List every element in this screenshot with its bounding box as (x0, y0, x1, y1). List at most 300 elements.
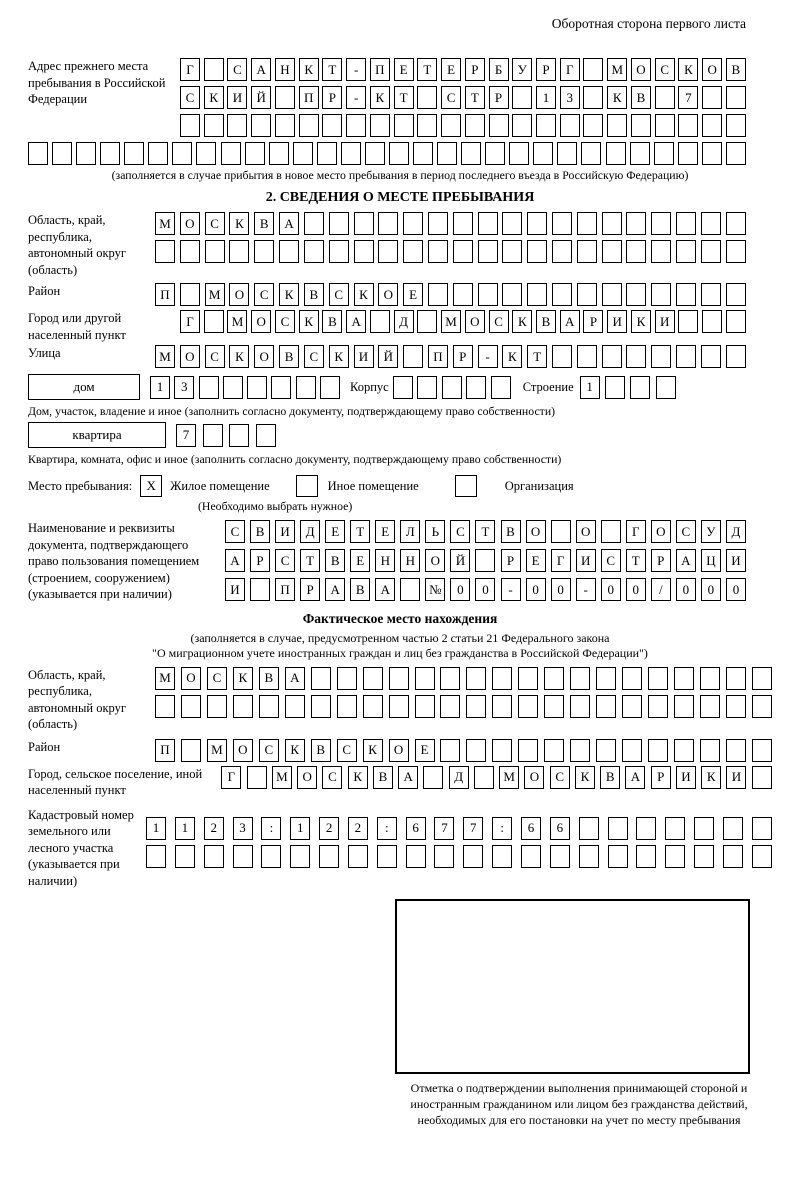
char-box[interactable]: : (261, 817, 281, 840)
char-box[interactable] (552, 345, 572, 368)
char-box[interactable]: М (607, 58, 627, 81)
char-box[interactable] (251, 114, 271, 137)
char-box[interactable]: М (155, 345, 175, 368)
char-box[interactable] (437, 142, 457, 165)
char-box[interactable]: Д (726, 520, 746, 543)
char-box[interactable]: Й (378, 345, 398, 368)
char-box[interactable] (602, 212, 622, 235)
char-box[interactable] (726, 86, 746, 109)
char-box[interactable] (428, 283, 448, 306)
char-box[interactable] (552, 283, 572, 306)
char-box[interactable] (651, 212, 671, 235)
char-box[interactable] (207, 695, 227, 718)
char-box[interactable] (492, 739, 512, 762)
char-box[interactable]: В (325, 549, 345, 572)
char-box[interactable] (602, 345, 622, 368)
char-box[interactable]: С (601, 549, 621, 572)
char-box[interactable]: О (180, 345, 200, 368)
char-box[interactable]: С (489, 310, 509, 333)
char-box[interactable] (726, 240, 746, 263)
char-box[interactable] (726, 283, 746, 306)
char-box[interactable] (551, 520, 571, 543)
char-box[interactable] (651, 240, 671, 263)
char-box[interactable] (502, 283, 522, 306)
char-box[interactable]: Ц (701, 549, 721, 572)
char-box[interactable]: А (251, 58, 271, 81)
char-box[interactable]: В (350, 578, 370, 601)
char-box[interactable] (441, 114, 461, 137)
char-box[interactable] (76, 142, 96, 165)
char-box[interactable] (509, 142, 529, 165)
char-box[interactable] (552, 240, 572, 263)
char-box[interactable] (630, 142, 650, 165)
char-box[interactable]: В (536, 310, 556, 333)
char-box[interactable]: И (726, 766, 746, 789)
char-box[interactable]: В (304, 283, 324, 306)
char-box[interactable] (655, 86, 675, 109)
char-box[interactable] (285, 695, 305, 718)
char-box[interactable]: К (370, 86, 390, 109)
char-box[interactable] (415, 667, 435, 690)
char-box[interactable] (370, 114, 390, 137)
char-box[interactable] (502, 240, 522, 263)
char-box[interactable]: № (425, 578, 445, 601)
char-box[interactable] (702, 114, 722, 137)
char-box[interactable]: О (524, 766, 544, 789)
char-box[interactable]: К (607, 86, 627, 109)
char-box[interactable]: Р (250, 549, 270, 572)
char-box[interactable]: 3 (233, 817, 253, 840)
char-box[interactable]: 0 (475, 578, 495, 601)
char-box[interactable] (544, 667, 564, 690)
char-box[interactable] (223, 376, 243, 399)
char-box[interactable]: О (233, 739, 253, 762)
char-box[interactable] (478, 240, 498, 263)
char-box[interactable] (417, 114, 437, 137)
char-box[interactable]: Г (551, 549, 571, 572)
char-box[interactable] (601, 520, 621, 543)
char-box[interactable]: / (651, 578, 671, 601)
char-box[interactable] (393, 376, 413, 399)
char-box[interactable] (329, 212, 349, 235)
char-box[interactable] (651, 345, 671, 368)
char-box[interactable] (259, 695, 279, 718)
char-box[interactable]: К (575, 766, 595, 789)
char-box[interactable]: К (354, 283, 374, 306)
char-box[interactable] (28, 142, 48, 165)
char-box[interactable] (304, 212, 324, 235)
char-box[interactable]: Р (536, 58, 556, 81)
char-box[interactable]: Л (400, 520, 420, 543)
char-box[interactable]: 1 (290, 817, 310, 840)
char-box[interactable] (428, 240, 448, 263)
char-box[interactable] (413, 142, 433, 165)
char-box[interactable] (378, 240, 398, 263)
char-box[interactable] (518, 739, 538, 762)
char-box[interactable] (229, 424, 249, 447)
char-box[interactable] (423, 766, 443, 789)
char-box[interactable]: И (655, 310, 675, 333)
char-box[interactable] (676, 212, 696, 235)
char-box[interactable]: 1 (146, 817, 166, 840)
char-box[interactable] (346, 114, 366, 137)
char-box[interactable] (434, 845, 454, 868)
char-box[interactable] (417, 310, 437, 333)
char-box[interactable] (527, 212, 547, 235)
char-box[interactable]: Н (400, 549, 420, 572)
char-box[interactable]: А (560, 310, 580, 333)
char-box[interactable]: В (311, 739, 331, 762)
char-box[interactable]: С (275, 549, 295, 572)
char-box[interactable] (180, 114, 200, 137)
char-box[interactable]: Г (626, 520, 646, 543)
char-box[interactable]: Р (322, 86, 342, 109)
char-box[interactable]: Е (441, 58, 461, 81)
char-box[interactable] (700, 739, 720, 762)
char-box[interactable]: Н (275, 58, 295, 81)
char-box[interactable] (726, 739, 746, 762)
char-box[interactable]: О (254, 345, 274, 368)
char-box[interactable] (453, 240, 473, 263)
char-box[interactable]: П (155, 283, 175, 306)
char-box[interactable]: Д (449, 766, 469, 789)
char-box[interactable]: О (181, 667, 201, 690)
char-box[interactable]: 0 (450, 578, 470, 601)
char-box[interactable]: Д (300, 520, 320, 543)
char-box[interactable]: Г (221, 766, 241, 789)
char-box[interactable] (630, 376, 650, 399)
char-box[interactable] (329, 240, 349, 263)
char-box[interactable]: 1 (536, 86, 556, 109)
char-box[interactable] (626, 283, 646, 306)
char-box[interactable] (626, 345, 646, 368)
char-box[interactable] (337, 695, 357, 718)
char-box[interactable] (527, 240, 547, 263)
char-box[interactable] (700, 695, 720, 718)
char-box[interactable] (583, 86, 603, 109)
char-box[interactable]: 7 (678, 86, 698, 109)
char-box[interactable] (702, 310, 722, 333)
char-box[interactable] (299, 114, 319, 137)
char-box[interactable] (403, 240, 423, 263)
char-box[interactable] (403, 345, 423, 368)
char-box[interactable] (489, 114, 509, 137)
char-box[interactable]: 3 (174, 376, 194, 399)
char-box[interactable]: О (702, 58, 722, 81)
char-box[interactable] (626, 240, 646, 263)
char-box[interactable]: О (651, 520, 671, 543)
char-box[interactable] (172, 142, 192, 165)
checkbox-inoe[interactable] (296, 475, 318, 497)
char-box[interactable] (247, 766, 267, 789)
char-box[interactable] (204, 114, 224, 137)
char-box[interactable] (275, 86, 295, 109)
char-box[interactable] (544, 739, 564, 762)
char-box[interactable] (453, 212, 473, 235)
char-box[interactable] (478, 283, 498, 306)
char-box[interactable] (676, 283, 696, 306)
char-box[interactable]: Р (651, 766, 671, 789)
char-box[interactable] (492, 845, 512, 868)
char-box[interactable] (678, 114, 698, 137)
char-box[interactable]: К (363, 739, 383, 762)
char-box[interactable]: А (279, 212, 299, 235)
char-box[interactable] (365, 142, 385, 165)
char-box[interactable] (648, 695, 668, 718)
char-box[interactable]: Е (350, 549, 370, 572)
char-box[interactable] (319, 845, 339, 868)
char-box[interactable] (406, 845, 426, 868)
char-box[interactable]: С (655, 58, 675, 81)
char-box[interactable]: Е (526, 549, 546, 572)
char-box[interactable] (726, 212, 746, 235)
char-box[interactable]: О (389, 739, 409, 762)
char-box[interactable]: К (631, 310, 651, 333)
char-box[interactable] (701, 240, 721, 263)
char-box[interactable] (654, 142, 674, 165)
char-box[interactable] (701, 345, 721, 368)
char-box[interactable] (676, 345, 696, 368)
char-box[interactable]: 6 (406, 817, 426, 840)
char-box[interactable] (655, 114, 675, 137)
char-box[interactable]: К (299, 58, 319, 81)
char-box[interactable] (269, 142, 289, 165)
char-box[interactable] (442, 376, 462, 399)
char-box[interactable] (453, 283, 473, 306)
char-box[interactable] (596, 739, 616, 762)
char-box[interactable]: К (502, 345, 522, 368)
char-box[interactable] (400, 578, 420, 601)
char-box[interactable] (607, 114, 627, 137)
char-box[interactable]: С (304, 345, 324, 368)
char-box[interactable]: М (205, 283, 225, 306)
char-box[interactable] (155, 695, 175, 718)
char-box[interactable]: К (329, 345, 349, 368)
char-box[interactable] (229, 240, 249, 263)
char-box[interactable] (608, 845, 628, 868)
char-box[interactable] (723, 845, 743, 868)
char-box[interactable] (304, 240, 324, 263)
char-box[interactable] (417, 86, 437, 109)
char-box[interactable] (363, 667, 383, 690)
char-box[interactable]: К (279, 283, 299, 306)
char-box[interactable] (204, 310, 224, 333)
char-box[interactable] (518, 695, 538, 718)
char-box[interactable]: И (275, 520, 295, 543)
char-box[interactable]: П (155, 739, 175, 762)
char-box[interactable] (155, 240, 175, 263)
char-box[interactable]: В (631, 86, 651, 109)
char-box[interactable]: У (512, 58, 532, 81)
char-box[interactable]: А (325, 578, 345, 601)
char-box[interactable]: А (225, 549, 245, 572)
char-box[interactable]: А (398, 766, 418, 789)
char-box[interactable]: С (550, 766, 570, 789)
char-box[interactable]: М (441, 310, 461, 333)
char-box[interactable] (678, 310, 698, 333)
char-box[interactable] (536, 114, 556, 137)
char-box[interactable]: И (354, 345, 374, 368)
char-box[interactable] (296, 376, 316, 399)
char-box[interactable] (557, 142, 577, 165)
char-box[interactable] (227, 114, 247, 137)
char-box[interactable]: М (499, 766, 519, 789)
char-box[interactable] (199, 376, 219, 399)
char-box[interactable] (311, 667, 331, 690)
char-box[interactable]: 2 (204, 817, 224, 840)
char-box[interactable]: К (701, 766, 721, 789)
char-box[interactable] (656, 376, 676, 399)
char-box[interactable]: А (375, 578, 395, 601)
char-box[interactable] (570, 695, 590, 718)
char-box[interactable] (577, 283, 597, 306)
char-box[interactable]: М (227, 310, 247, 333)
char-box[interactable]: К (678, 58, 698, 81)
char-box[interactable]: О (465, 310, 485, 333)
char-box[interactable]: В (322, 310, 342, 333)
char-box[interactable]: 2 (348, 817, 368, 840)
char-box[interactable] (583, 58, 603, 81)
char-box[interactable] (275, 114, 295, 137)
char-box[interactable] (726, 667, 746, 690)
char-box[interactable] (474, 766, 494, 789)
char-box[interactable] (596, 667, 616, 690)
char-box[interactable] (415, 695, 435, 718)
char-box[interactable]: К (348, 766, 368, 789)
char-box[interactable] (204, 845, 224, 868)
char-box[interactable]: Р (489, 86, 509, 109)
char-box[interactable] (752, 845, 772, 868)
char-box[interactable]: Т (465, 86, 485, 109)
char-box[interactable]: С (227, 58, 247, 81)
char-box[interactable] (665, 817, 685, 840)
char-box[interactable] (245, 142, 265, 165)
char-box[interactable]: 2 (319, 817, 339, 840)
char-box[interactable]: С (259, 739, 279, 762)
char-box[interactable] (583, 114, 603, 137)
char-box[interactable] (694, 845, 714, 868)
char-box[interactable] (631, 114, 651, 137)
char-box[interactable] (702, 142, 722, 165)
char-box[interactable]: С (450, 520, 470, 543)
char-box[interactable] (651, 283, 671, 306)
char-box[interactable] (550, 845, 570, 868)
char-box[interactable]: 0 (601, 578, 621, 601)
char-box[interactable]: Е (394, 58, 414, 81)
char-box[interactable]: Т (626, 549, 646, 572)
char-box[interactable] (622, 695, 642, 718)
char-box[interactable] (701, 283, 721, 306)
char-box[interactable] (233, 695, 253, 718)
char-box[interactable] (52, 142, 72, 165)
char-box[interactable] (726, 695, 746, 718)
char-box[interactable] (466, 739, 486, 762)
char-box[interactable] (428, 212, 448, 235)
char-box[interactable]: Ь (425, 520, 445, 543)
char-box[interactable]: К (229, 212, 249, 235)
char-box[interactable] (521, 845, 541, 868)
char-box[interactable]: - (576, 578, 596, 601)
char-box[interactable]: И (607, 310, 627, 333)
char-box[interactable]: Т (350, 520, 370, 543)
char-box[interactable]: К (204, 86, 224, 109)
char-box[interactable] (752, 766, 772, 789)
char-box[interactable]: С (275, 310, 295, 333)
char-box[interactable] (491, 376, 511, 399)
char-box[interactable]: А (676, 549, 696, 572)
char-box[interactable] (579, 817, 599, 840)
char-box[interactable] (606, 142, 626, 165)
char-box[interactable] (180, 240, 200, 263)
char-box[interactable] (579, 845, 599, 868)
char-box[interactable] (602, 283, 622, 306)
char-box[interactable]: 7 (434, 817, 454, 840)
char-box[interactable]: П (275, 578, 295, 601)
char-box[interactable]: У (701, 520, 721, 543)
char-box[interactable] (533, 142, 553, 165)
char-box[interactable] (417, 376, 437, 399)
char-box[interactable]: - (346, 86, 366, 109)
char-box[interactable] (461, 142, 481, 165)
char-box[interactable]: Й (450, 549, 470, 572)
char-box[interactable]: С (441, 86, 461, 109)
char-box[interactable]: О (576, 520, 596, 543)
char-box[interactable] (196, 142, 216, 165)
char-box[interactable]: О (180, 212, 200, 235)
char-box[interactable] (577, 240, 597, 263)
char-box[interactable] (317, 142, 337, 165)
char-box[interactable] (636, 845, 656, 868)
char-box[interactable]: В (501, 520, 521, 543)
char-box[interactable]: 0 (526, 578, 546, 601)
char-box[interactable]: А (346, 310, 366, 333)
char-box[interactable]: О (631, 58, 651, 81)
char-box[interactable] (250, 578, 270, 601)
char-box[interactable] (440, 667, 460, 690)
char-box[interactable] (389, 667, 409, 690)
char-box[interactable]: - (478, 345, 498, 368)
char-box[interactable] (205, 240, 225, 263)
char-box[interactable]: Н (375, 549, 395, 572)
char-box[interactable]: 0 (726, 578, 746, 601)
char-box[interactable]: 0 (551, 578, 571, 601)
char-box[interactable]: В (259, 667, 279, 690)
char-box[interactable]: С (329, 283, 349, 306)
char-box[interactable]: В (279, 345, 299, 368)
char-box[interactable] (700, 667, 720, 690)
char-box[interactable] (577, 345, 597, 368)
char-box[interactable]: Т (322, 58, 342, 81)
char-box[interactable]: Е (375, 520, 395, 543)
char-box[interactable] (701, 212, 721, 235)
char-box[interactable] (622, 667, 642, 690)
char-box[interactable] (403, 212, 423, 235)
char-box[interactable]: Т (475, 520, 495, 543)
char-box[interactable] (254, 240, 274, 263)
char-box[interactable]: Р (465, 58, 485, 81)
char-box[interactable] (726, 310, 746, 333)
char-box[interactable] (466, 695, 486, 718)
char-box[interactable] (492, 667, 512, 690)
char-box[interactable] (320, 376, 340, 399)
char-box[interactable]: Д (394, 310, 414, 333)
char-box[interactable]: И (576, 549, 596, 572)
char-box[interactable] (648, 667, 668, 690)
char-box[interactable]: 0 (676, 578, 696, 601)
char-box[interactable] (175, 845, 195, 868)
char-box[interactable] (203, 424, 223, 447)
char-box[interactable] (512, 86, 532, 109)
